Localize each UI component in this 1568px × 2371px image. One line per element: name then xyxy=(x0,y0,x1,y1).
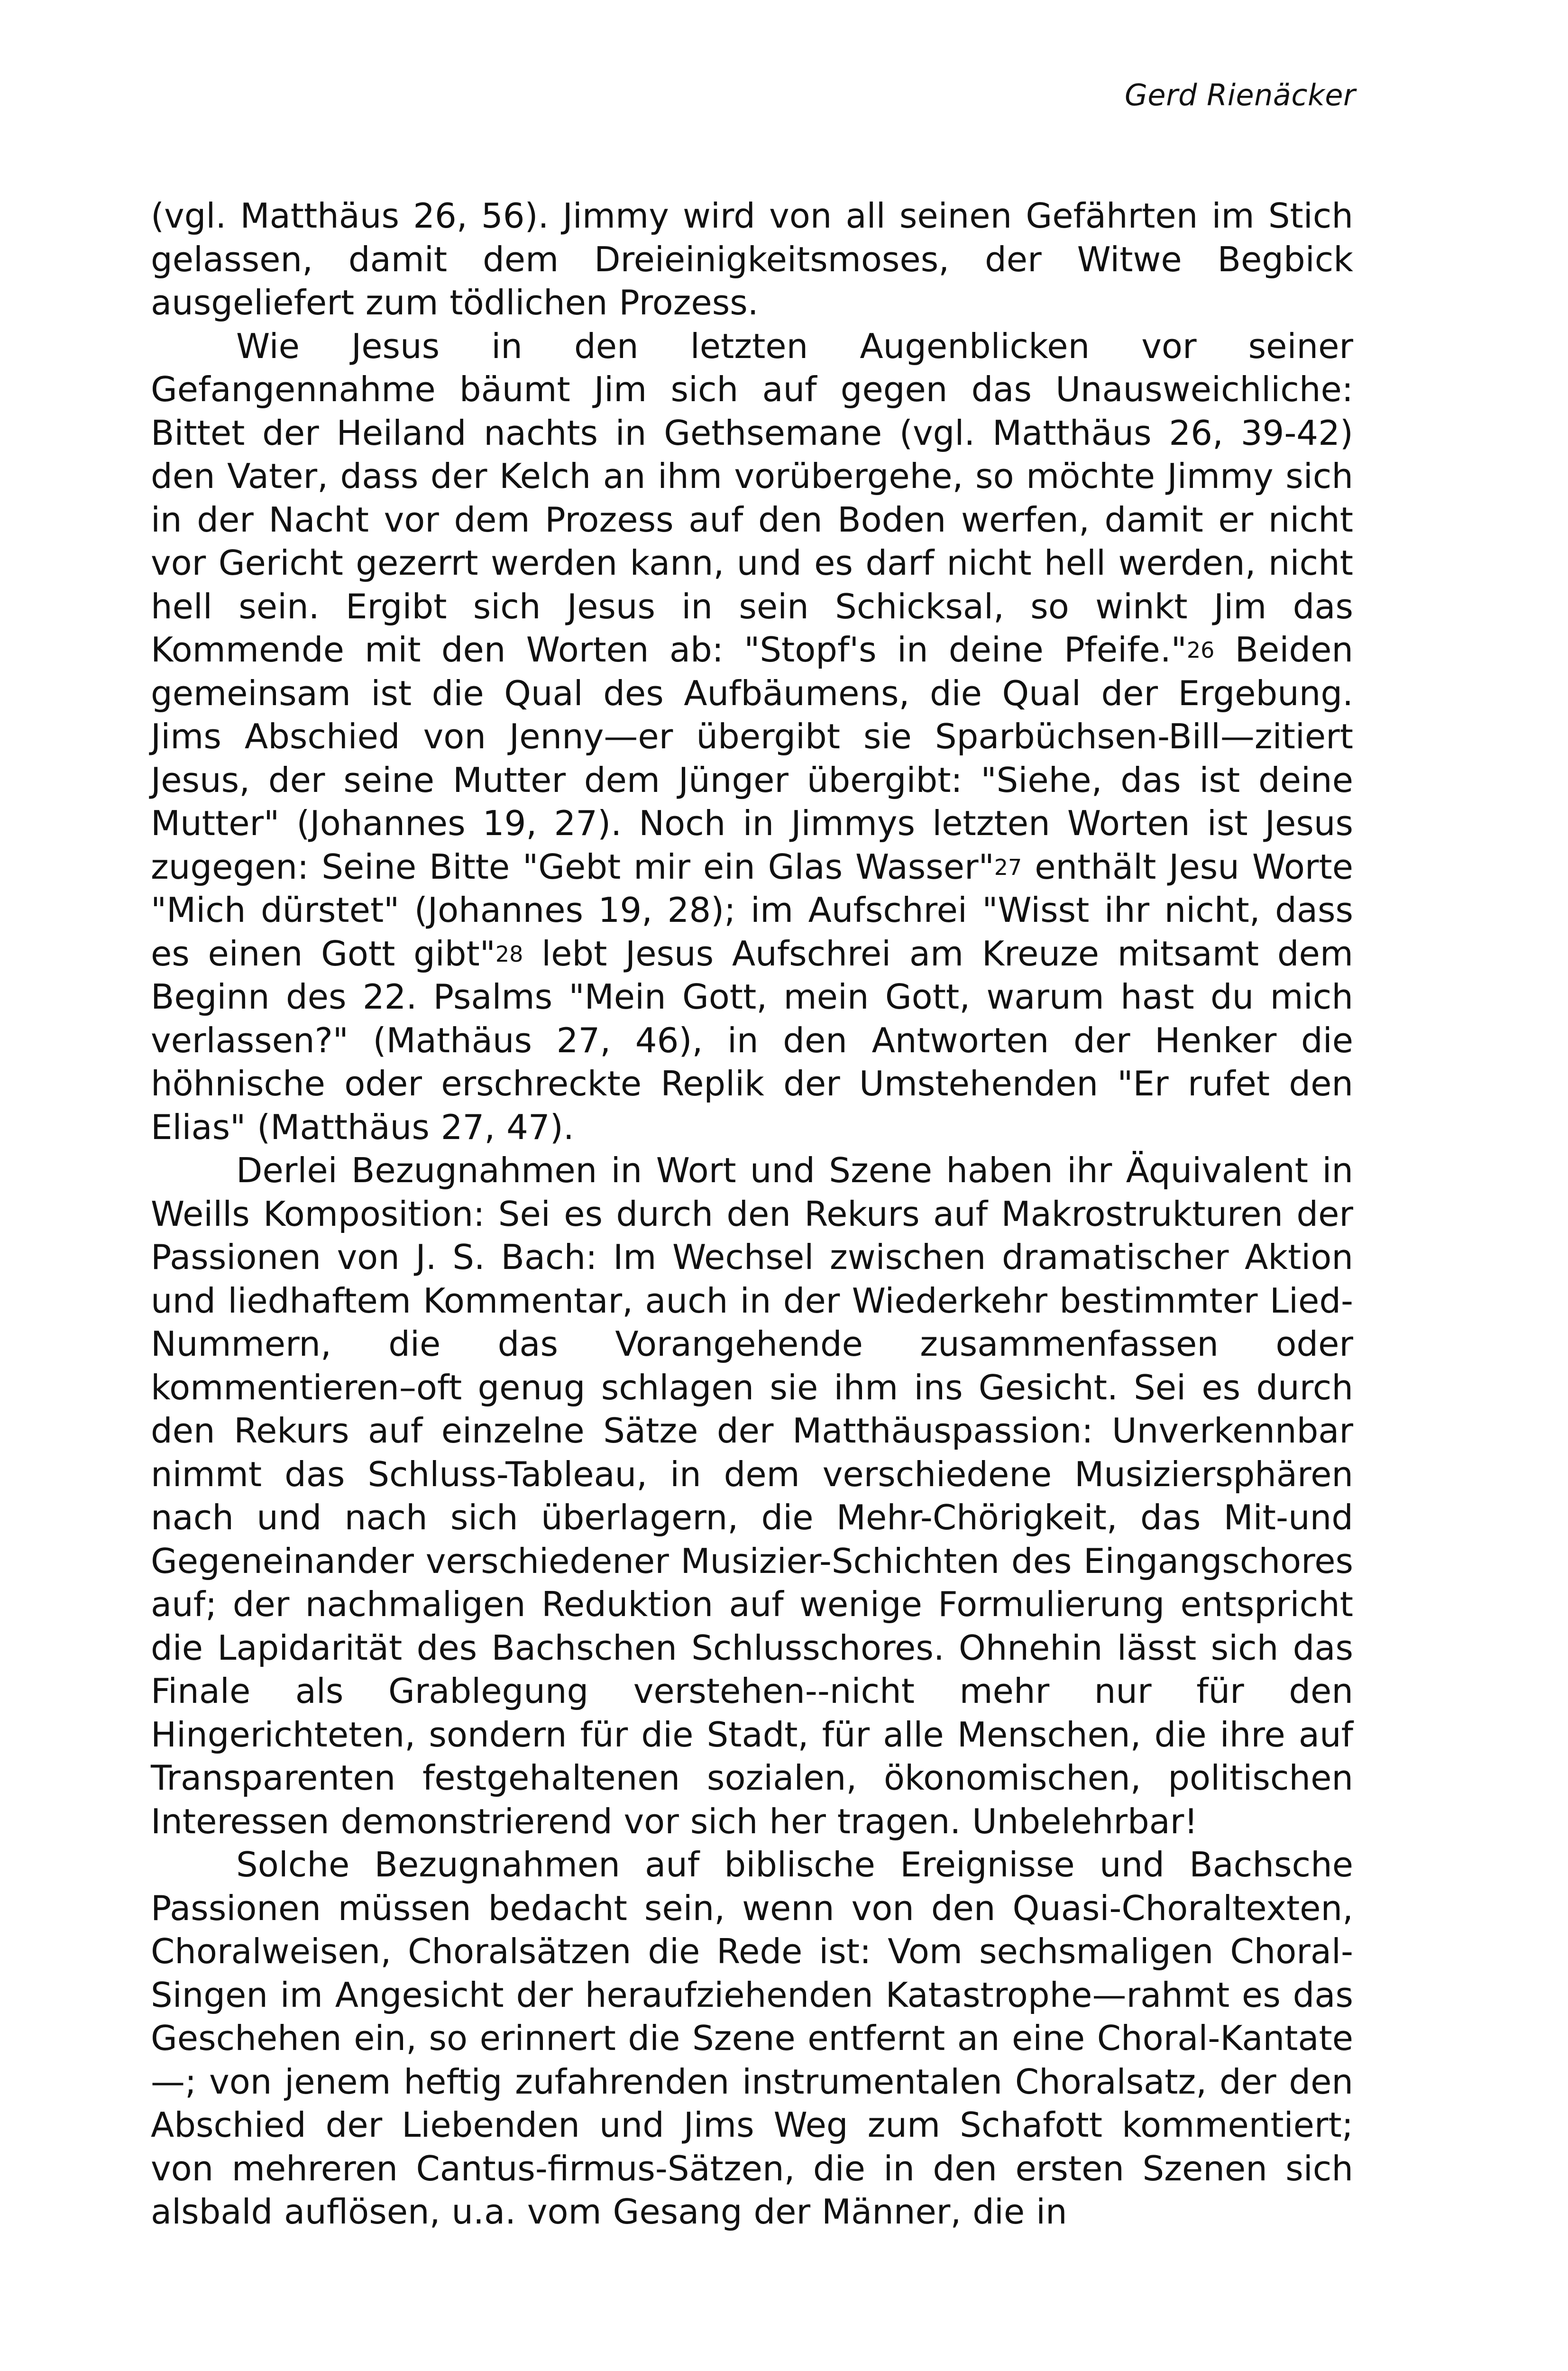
paragraph-2 xyxy=(151,325,1353,1149)
footnote-ref-28: 28 xyxy=(495,941,523,967)
footnote-ref-27: 27 xyxy=(994,854,1022,880)
paragraph-1: (vgl. Matthäus 26, 56). Jimmy wird von all seinen Gefährten im Stich gelassen, damit dem Dreieinigkeitsmoses, der Witwe Begbick ausgeliefert zum tödlichen Prozess. xyxy=(151,196,1353,322)
body-text xyxy=(151,194,1353,2234)
paragraph-2-text-d: lebt Jesus Aufschrei am Kreuze mitsamt dem Beginn des 22. Psalms "Mein Gott, mein Gott, warum hast du mich verlassen?" (Mathäus 27, 46), in den Antworten der Henker die höhnische oder erschreckte Replik der Umstehenden "Er rufet den Elias" (Matthäus 27, 47). xyxy=(151,933,1353,1147)
paragraph-2-text-a: Wie Jesus in den letzten Augenblicken vor seiner Gefangennahme bäumt Jim sich auf gegen das Unausweichliche: Bittet der Heiland nachts in Gethsemane (vgl. Matthäus 26, 39-42) den Vater, dass der Kelch an ihm vorübergehe, so möchte Jimmy sich in der Nacht vor dem Prozess auf den Boden werfen, damit er nicht vor Gericht gezerrt werden kann, und es darf nicht hell werden, nicht hell sein. Ergibt sich Jesus in sein Schicksal, so winkt Jim das Kommende mit den Worten ab: "Stopf's in deine Pfeife." xyxy=(151,326,1353,670)
paragraph-3: Derlei Bezugnahmen in Wort und Szene haben ihr Äquivalent in Weills Komposition: Sei es durch den Rekurs auf Makrostrukturen der Passionen von J. S. Bach: Im Wechsel zwischen dramatischer Aktion und liedhaftem Kommentar, auch in der Wiederkehr bestimmter Lied-Nummern, die das Vorangehende zusammenfassen oder kommentieren–oft genug schlagen sie ihm ins Gesicht. Sei es durch den Rekurs auf einzelne Sätze der Matthäuspassion: Unverkennbar nimmt das Schluss-Tableau, in dem verschiedene Musiziersphären nach und nach sich überlagern, die Mehr-Chörigkeit, das Mit-und Gegeneinander verschiedener Musizier-Schichten des Eingangschores auf; der nachmaligen Reduktion auf wenige Formulierung entspricht die Lapidarität des Bachschen Schlusschores. Ohnehin lässt sich das Finale als Grablegung verstehen--nicht mehr nur für den Hingerichteten, sondern für die Stadt, für alle Menschen, die ihre auf Transparenten festgehaltenen sozialen, ökonomischen, politischen Interessen demonstrierend vor sich her tragen. Unbelehrbar! xyxy=(151,1150,1353,1841)
paragraph-2-text-b: Beiden gemeinsam ist die Qual des Aufbäumens, die Qual der Ergebung. Jims Abschied von Jenny—er übergibt sie Sparbüchsen-Bill—zitiert Jesus, der seine Mutter dem Jünger übergibt: "Siehe, das ist deine Mutter" (Johannes 19, 27). Noch in Jimmys letzten Worten ist Jesus zugegen: Seine Bitte "Gebt mir ein Glas Wasser" xyxy=(151,630,1353,887)
footnote-ref-26: 26 xyxy=(1186,637,1215,663)
paragraph-4: Solche Bezugnahmen auf biblische Ereignisse und Bachsche Passionen müssen bedacht sein, wenn von den Quasi-Choraltexten, Choralweisen, Choralsätzen die Rede ist: Vom sechsmaligen Choral-Singen im Angesicht der heraufziehenden Katastrophe—rahmt es das Geschehen ein, so erinnert die Szene entfernt an eine Choral-Kantate—; von jenem heftig zufahrenden instrumentalen Choralsatz, der den Abschied der Liebenden und Jims Weg zum Schafott kommentiert; von mehreren Cantus-firmus-Sätzen, die in den ersten Szenen sich alsbald auflösen, u.a. vom Gesang der Männer, die in xyxy=(151,1845,1353,2232)
running-head-author: Gerd Rienäcker xyxy=(1124,78,1356,112)
paragraph-2-text-c: enthält Jesu Worte "Mich dürstet" (Johannes 19, 28); im Aufschrei "Wisst ihr nicht, dass es einen Gott gibt" xyxy=(151,846,1353,974)
